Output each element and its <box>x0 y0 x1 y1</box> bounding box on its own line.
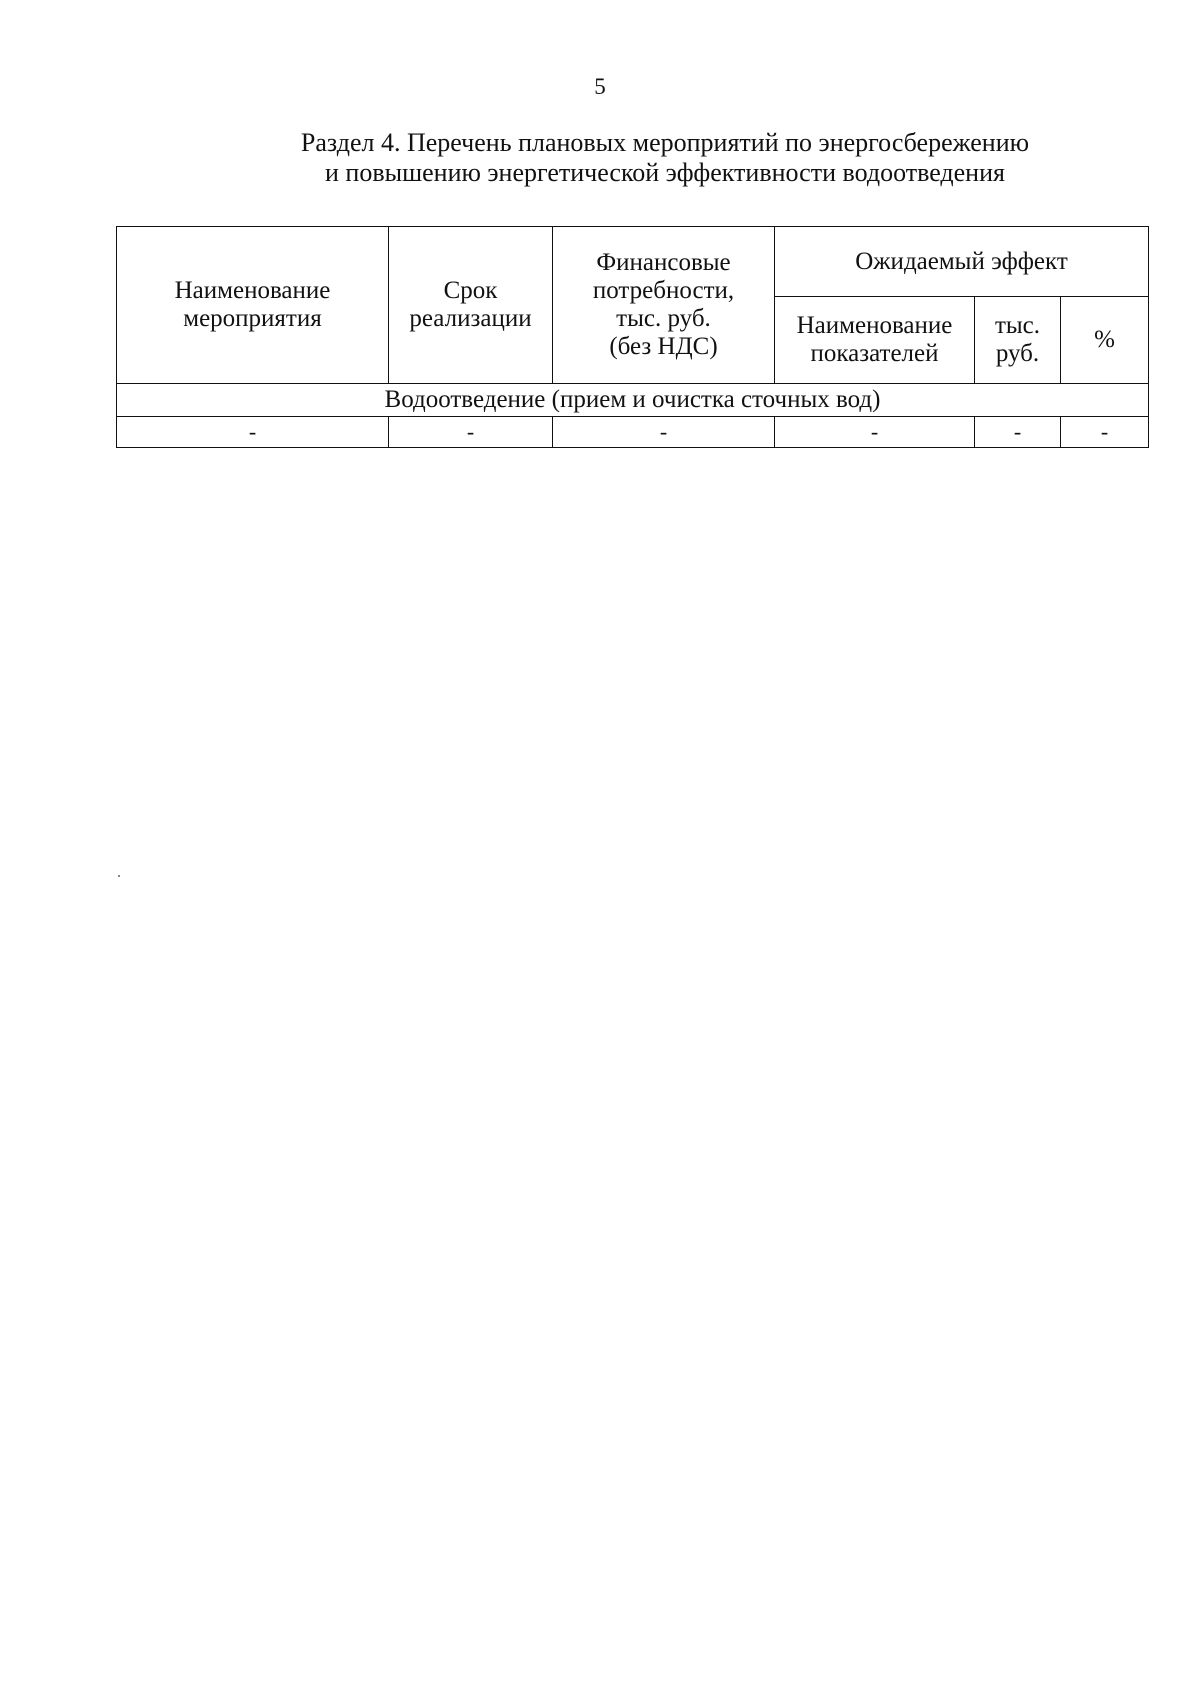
section-title <box>170 128 1160 188</box>
table-row <box>117 417 1149 448</box>
table-cell: - <box>389 417 553 448</box>
table-cell: - <box>117 417 389 448</box>
header-percent: % <box>1061 297 1149 384</box>
header-thousand-rub: тыс. руб. <box>975 297 1061 384</box>
header-indicator-name: Наименование показателей <box>775 297 975 384</box>
scan-speck <box>118 875 120 877</box>
measures-table <box>116 226 1149 448</box>
header-finance: Финансовые потребности, тыс. руб. (без НДС) <box>553 227 775 384</box>
table-cell: - <box>975 417 1061 448</box>
header-expected-effect: Ожидаемый эффект <box>775 227 1149 297</box>
table-cell: - <box>775 417 975 448</box>
table-cell: - <box>1061 417 1149 448</box>
header-measure-name: Наименование мероприятия <box>117 227 389 384</box>
section-title-line-1: Раздел 4. Перечень плановых мероприятий по энергосбережению <box>300 128 1030 157</box>
page-number: 5 <box>594 74 606 99</box>
header-term: Срок реализации <box>389 227 553 384</box>
group-label-wastewater: Водоотведение (прием и очистка сточных вод) <box>117 384 1149 417</box>
table-cell: - <box>553 417 775 448</box>
section-title-line-2: и повышению энергетической эффективности водоотведения <box>325 158 1005 187</box>
